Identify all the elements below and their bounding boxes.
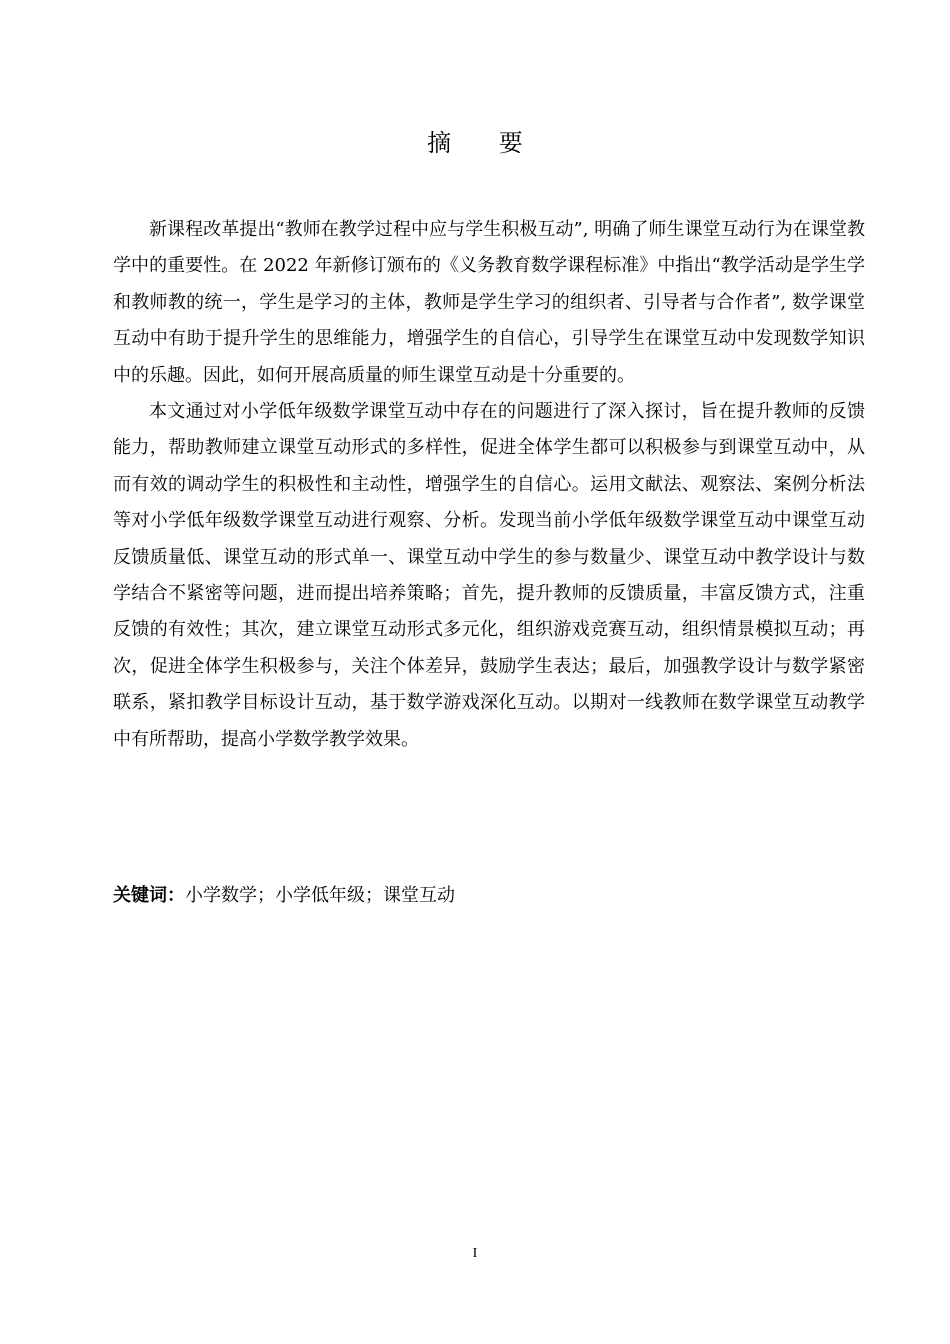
page-number: I <box>472 1246 478 1261</box>
keywords-line <box>113 881 865 911</box>
abstract-body <box>113 212 865 758</box>
abstract-paragraph-1: 新课程改革提出“教师在教学过程中应与学生积极互动”, 明确了师生课堂互动行为在课堂教学中的重要性。在 2022 年新修订颁布的《义务教育数学课程标准》中指出“教学活动是学生学和教师教的统一，学生是学习的主体，教师是学生学习的组织者、引导者与合作者”, 数学课堂互动中有助于提升学生的思维能力，增强学生的自信心，引导学生在课堂互动中发现数学知识中的乐趣。因此，如何开展高质量的师生课堂互动是十分重要的。 <box>113 219 865 386</box>
keywords-value: 小学数学；小学低年级；课堂互动 <box>185 885 455 906</box>
abstract-title: 摘 要 <box>427 129 543 157</box>
keywords-label: 关键词： <box>113 885 185 906</box>
abstract-paragraph-2: 本文通过对小学低年级数学课堂互动中存在的问题进行了深入探讨，旨在提升教师的反馈能力，帮助教师建立课堂互动形式的多样性，促进全体学生都可以积极参与到课堂互动中，从而有效的调动学生的积极性和主动性，增强学生的自信心。运用文献法、观察法、案例分析法等对小学低年级数学课堂互动进行观察、分析。发现当前小学低年级数学课堂互动中课堂互动反馈质量低、课堂互动的形式单一、课堂互动中学生的参与数量少、课堂互动中教学设计与数学结合不紧密等问题，进而提出培养策略；首先，提升教师的反馈质量，丰富反馈方式，注重反馈的有效性；其次，建立课堂互动形式多元化，组织游戏竞赛互动，组织情景模拟互动；再次，促进全体学生积极参与，关注个体差异，鼓励学生表达；最后，加强教学设计与数学紧密联系，紧扣教学目标设计互动，基于数学游戏深化互动。以期对一线教师在数学课堂互动教学中有所帮助，提高小学数学教学效果。 <box>113 401 865 750</box>
